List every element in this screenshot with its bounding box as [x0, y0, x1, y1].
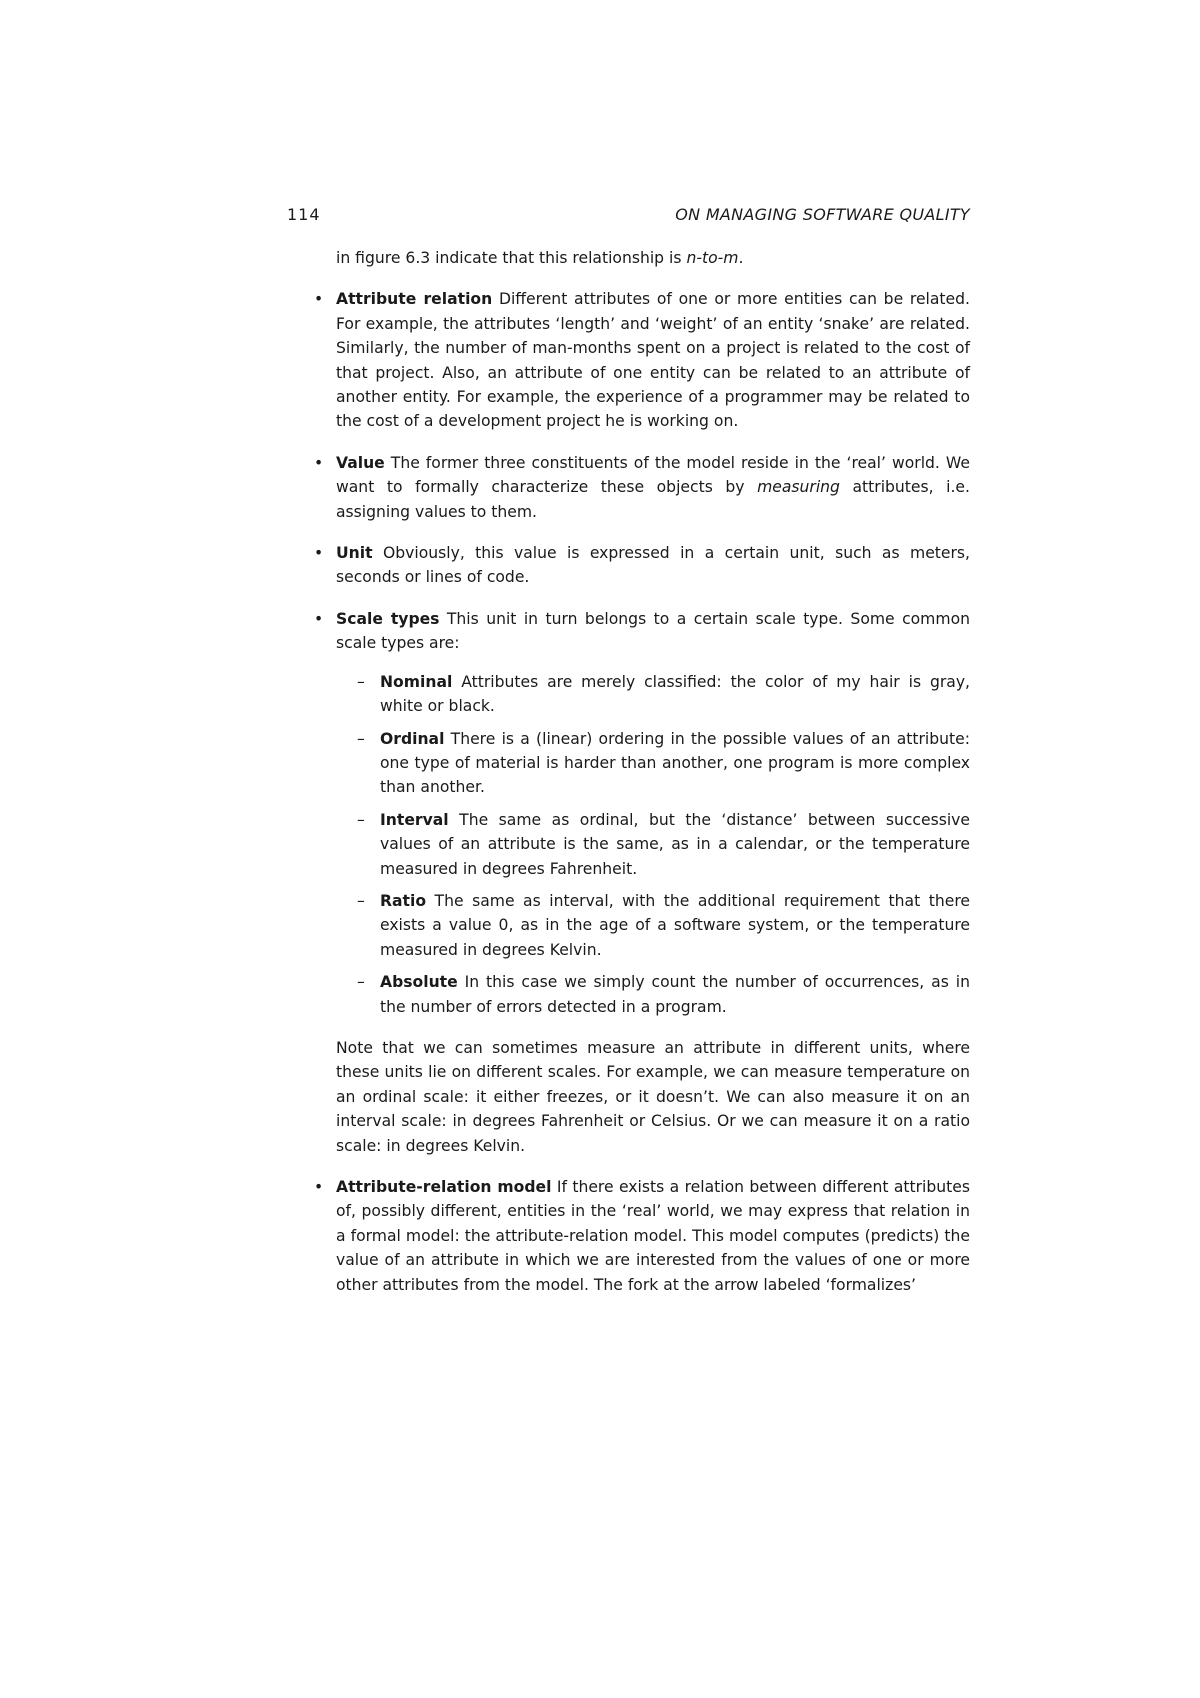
scale-type-text: There is a (linear) ordering in the possible values of an attribute: one type of material is harder than another, one program is more complex than another. [380, 729, 970, 797]
lead-suffix: . [738, 249, 744, 267]
bullet-unit [287, 541, 970, 590]
bullet-icon: • [314, 453, 324, 472]
bullet-emphasis: measuring [757, 478, 840, 497]
lead-prefix: in figure 6.3 indicate that this relationship is [336, 249, 687, 267]
scale-type-interval [287, 808, 970, 881]
scale-type-nominal [287, 670, 970, 719]
bullet-text: Obviously, this value is expressed in a certain unit, such as meters, seconds or lines of code. [336, 544, 970, 587]
bullet-icon: • [314, 609, 324, 628]
bullet-icon: • [314, 544, 324, 563]
scale-type-absolute [287, 970, 970, 1019]
bullet-text: If there exists a relation between different attributes of, possibly different, entities in the ‘real’ world, we may express that relation in a formal model: the attribute-relation model. This model computes (predicts) the value of an attribute in which we are interested from the values of one or more other attributes from the model. The fork at the arrow labeled ‘formalizes’ [336, 1178, 970, 1294]
bullet-term: Attribute-relation model [336, 1178, 552, 1196]
bullet-attribute-relation [287, 287, 970, 433]
bullet-term: Value [336, 453, 385, 472]
running-title: ON MANAGING SOFTWARE QUALITY [675, 205, 970, 224]
scale-type-text: The same as ordinal, but the ‘distance’ between successive values of an attribute is the same, as in a calendar, or the temperature measured in degrees Fahrenheit. [380, 810, 970, 878]
scale-type-term: Absolute [380, 973, 458, 992]
bullet-text: Different attributes of one or more entities can be related. For example, the attributes ‘length’ and ‘weight’ of an entity ‘snake’ are related. Similarly, the number of man-months spent on a project is related to the cost of that project. Also, an attribute of one entity can be related to an attribute of another entity. For example, the experience of a programmer may be related to the cost of a development project he is working on. [336, 290, 970, 431]
bullet-icon: • [314, 1178, 324, 1196]
bullet-text: This unit in turn belongs to a certain scale type. Some common scale types are: [336, 609, 970, 653]
bullet-term: Scale types [336, 609, 440, 628]
bullet-text: The former three constituents of the model reside in the ‘real’ world. We want to formally characterize these objects by [336, 453, 970, 497]
scale-type-term: Interval [380, 810, 449, 829]
page-header [287, 205, 970, 231]
lead-emphasis: n-to-m [686, 249, 739, 267]
scale-type-term: Nominal [380, 672, 453, 691]
dash-icon: – [357, 891, 365, 910]
scale-type-ordinal [287, 727, 970, 800]
bullet-icon: • [314, 290, 324, 309]
bullet-value [287, 451, 970, 524]
bullet-attribute-relation-model [287, 1175, 970, 1297]
note-paragraph: Note that we can sometimes measure an attribute in different units, where these units lie on different scales. For example, we can measure temperature on an ordinal scale: it either freezes, or it doesn’t. We can also measure it on an interval scale: in degrees Fahrenheit or Celsius. Or we can measure it on a ratio scale: in degrees Kelvin. [336, 1038, 970, 1155]
bullet-scale-types [287, 607, 970, 656]
bullet-term: Attribute relation [336, 290, 493, 309]
scale-type-text: Attributes are merely classified: the color of my hair is gray, white or black. [380, 672, 970, 716]
scale-type-term: Ordinal [380, 729, 445, 748]
scale-type-term: Ratio [380, 891, 427, 910]
dash-icon: – [357, 973, 365, 992]
scale-type-text: In this case we simply count the number of occurrences, as in the number of errors detected in a program. [380, 973, 970, 1016]
dash-icon: – [357, 672, 365, 691]
scale-types-list [287, 670, 970, 1019]
dash-icon: – [357, 810, 365, 829]
bullet-text-after: attributes, i.e. assigning values to them. [336, 478, 970, 521]
page-number: 114 [287, 205, 321, 224]
page-body [287, 246, 970, 1314]
bullet-term: Unit [336, 544, 373, 563]
lead-paragraph [287, 246, 970, 270]
dash-icon: – [357, 729, 365, 748]
scale-type-text: The same as interval, with the additional requirement that there exists a value 0, as in the age of a software system, or the temperature measured in degrees Kelvin. [380, 891, 970, 959]
scale-type-ratio [287, 889, 970, 962]
